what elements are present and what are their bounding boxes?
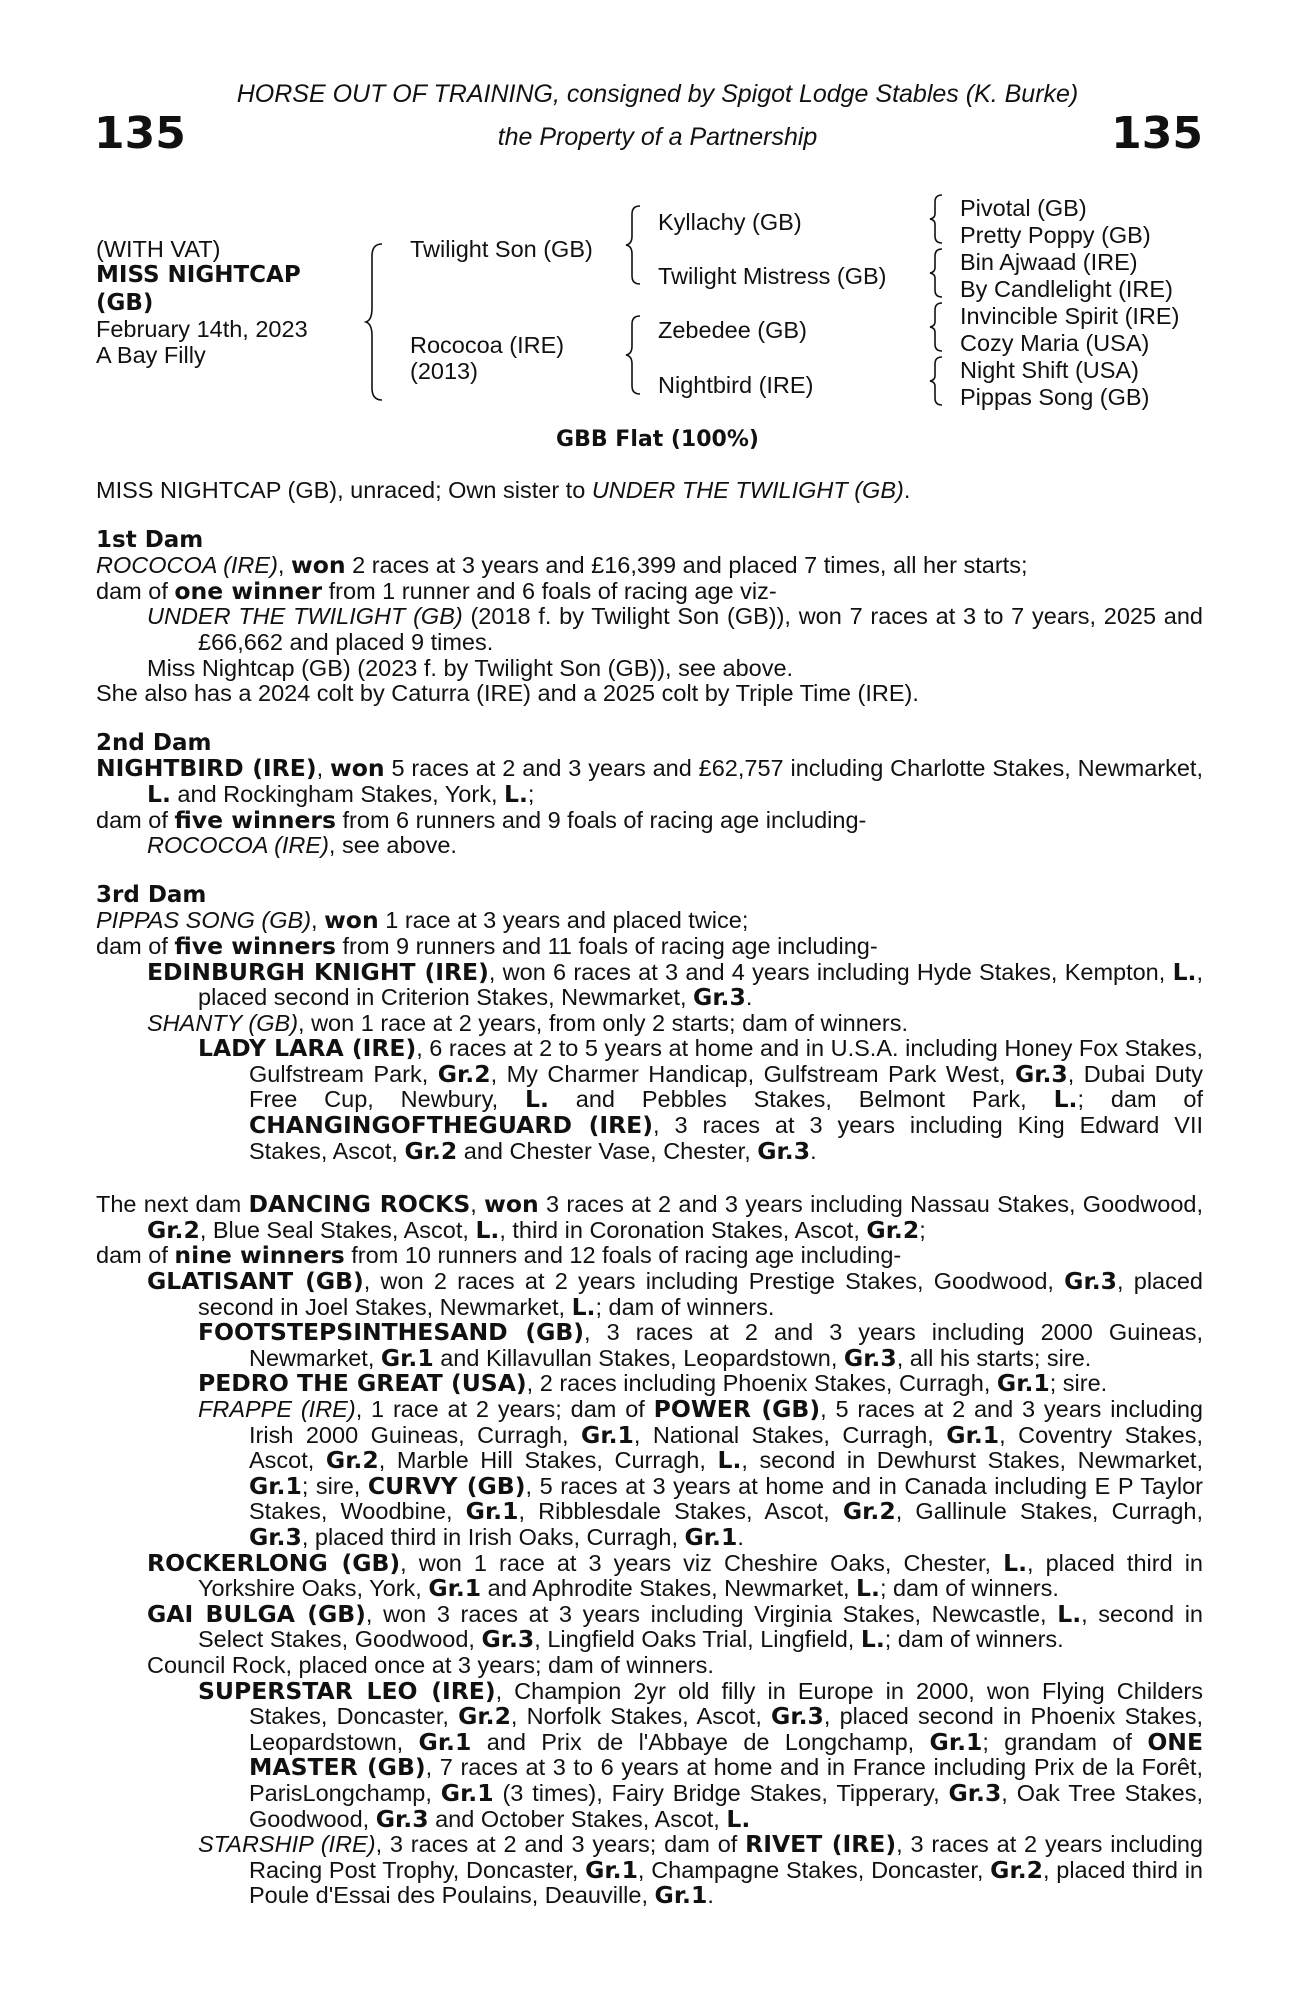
first-dam-produce: dam of one winner from 1 runner and 6 foals of racing age viz- <box>96 576 777 605</box>
pedigree-bracket-dam <box>626 314 646 394</box>
second-dam-produce: dam of five winners from 6 runners and 9 foals of racing age including- <box>96 805 867 834</box>
pedigree-sdd: By Candlelight (IRE) <box>960 276 1173 302</box>
third-dam-grandfoal-lady-lara: LADY LARA (IRE), 6 races at 2 to 5 years at home and in U.S.A. including Honey Fox Stakes, Gulfstream Park, Gr.2, My Charmer Handicap, Gulfstream Park West, Gr.3, Dubai Duty Free Cup, Newbury, L. and Pebbles Stakes, Belmont Park, L.; dam of CHANGINGOFTHEGUARD (IRE), 3 races at 3 years including King Edward VII Stakes, Ascot, Gr.2 and Chester Vase, Chester, Gr.3. <box>198 1034 1204 1165</box>
second-dam-record: NIGHTBIRD (IRE), won 5 races at 2 and 3 years and £62,757 including Charlotte Stakes, Newmarket, L. and Rockingham Stakes, York, L.; <box>96 754 1203 808</box>
pedigree-dam-year: (2013) <box>410 358 478 384</box>
third-dam-produce: dam of five winners from 9 runners and 11 foals of racing age including- <box>96 931 878 960</box>
third-dam-heading: 3rd Dam <box>96 881 207 908</box>
pedigree-dsd: Cozy Maria (USA) <box>960 330 1150 356</box>
next-dam-foal-gai-bulga: GAI BULGA (GB), won 3 races at 3 years including Virginia Stakes, Newcastle, L., second in Select Stakes, Goodwood, Gr.3, Lingfield Oaks Trial, Lingfield, L.; dam of winners. <box>147 1599 1203 1654</box>
third-dam-record: PIPPAS SONG (GB), won 1 race at 3 years and placed twice; <box>96 906 749 935</box>
next-dam-foal-council-rock: Council Rock, placed once at 3 years; dam of winners. <box>147 1651 714 1678</box>
pedigree-ddd: Pippas Song (GB) <box>960 384 1150 410</box>
next-dam-produce: dam of nine winners from 10 runners and 12 foals of racing age including- <box>96 1241 902 1270</box>
horse-dob: February 14th, 2023 <box>96 316 308 342</box>
intro-line: MISS NIGHTCAP (GB), unraced; Own sister to UNDER THE TWILIGHT (GB). <box>96 477 911 503</box>
second-dam-foal: ROCOCOA (IRE), see above. <box>147 832 457 859</box>
horse-name: MISS NIGHTCAP <box>96 262 301 288</box>
pedigree-bracket-ss <box>930 194 946 244</box>
first-dam-record: ROCOCOA (IRE), won 2 races at 3 years and £16,399 and placed 7 times, all her starts; <box>96 551 1028 580</box>
pedigree-dds: Night Shift (USA) <box>960 357 1139 383</box>
pedigree-sire: Twilight Son (GB) <box>410 236 593 262</box>
pedigree-bracket-dd <box>930 356 946 406</box>
next-dam-grandfoal-frappe: FRAPPE (IRE), 1 race at 2 years; dam of POWER (GB), 5 races at 2 and 3 years including Irish 2000 Guineas, Curragh, Gr.1, National Stakes, Curragh, Gr.1, Coventry Stakes, Ascot, Gr.2, Marble Hill Stakes, Curragh, L., second in Dewhurst Stakes, Newmarket, Gr.1; sire, CURVY (GB), 5 races at 3 years at home and in Canada including E P Taylor Stakes, Woodbine, Gr.1, Ribblesdale Stakes, Ascot, Gr.2, Gallinule Stakes, Curragh, Gr.3, placed third in Irish Oaks, Curragh, Gr.1. <box>198 1395 1204 1551</box>
lot-number-left: 135 <box>94 108 186 159</box>
horse-country: (GB) <box>96 290 154 316</box>
pedigree-ssd: Pretty Poppy (GB) <box>960 222 1151 248</box>
third-dam-foal-shanty: SHANTY (GB), won 1 race at 2 years, from only 2 starts; dam of winners. <box>147 1009 908 1036</box>
first-dam-younger: She also has a 2024 colt by Caturra (IRE) and a 2025 colt by Triple Time (IRE). <box>96 680 919 707</box>
next-dam-foal-rockerlong: ROCKERLONG (GB), won 1 race at 3 years viz Cheshire Oaks, Chester, L., placed third in Yorkshire Oaks, York, Gr.1 and Aphrodite Stakes, Newmarket, L.; dam of winners. <box>147 1548 1203 1603</box>
gbb-rating: GBB Flat (100%) <box>556 427 759 452</box>
pedigree-dam-sire: Zebedee (GB) <box>658 317 807 343</box>
pedigree-sire-dam: Twilight Mistress (GB) <box>658 263 887 289</box>
header-property: the Property of a Partnership <box>497 123 818 151</box>
first-dam-foal-2: Miss Nightcap (GB) (2023 f. by Twilight Son (GB)), see above. <box>147 654 794 681</box>
pedigree-bracket-sd <box>930 248 946 298</box>
third-dam-foal-edinburgh-knight: EDINBURGH KNIGHT (IRE), won 6 races at 3 and 4 years including Hyde Stakes, Kempton, L., placed second in Criterion Stakes, Newmarket, Gr.3. <box>147 957 1203 1012</box>
next-dam-grandfoal-pedro-the-great: PEDRO THE GREAT (USA), 2 races including Phoenix Stakes, Curragh, Gr.1; sire. <box>198 1369 1108 1398</box>
first-dam-heading: 1st Dam <box>96 526 204 553</box>
vat-note: (WITH VAT) <box>96 236 221 262</box>
catalogue-body <box>96 478 1203 1909</box>
pedigree-dam: Rococoa (IRE) <box>410 332 565 358</box>
next-dam-grandfoal-footstepsinthesand: FOOTSTEPSINTHESAND (GB), 3 races at 2 and 3 years including 2000 Guineas, Newmarket, Gr.1 and Killavullan Stakes, Leopardstown, Gr.3, all his starts; sire. <box>198 1318 1203 1372</box>
pedigree-bracket-main <box>366 242 386 402</box>
header-consignor: HORSE OUT OF TRAINING, consigned by Spigot Lodge Stables (K. Burke) <box>236 80 1079 108</box>
pedigree-sire-sire: Kyllachy (GB) <box>658 209 802 235</box>
second-dam-heading: 2nd Dam <box>96 729 212 756</box>
lot-number-right: 135 <box>1111 108 1203 159</box>
pedigree-dam-dam: Nightbird (IRE) <box>658 372 814 398</box>
pedigree-dss: Invincible Spirit (IRE) <box>960 303 1180 329</box>
next-dam-grandfoal-superstar-leo: SUPERSTAR LEO (IRE), Champion 2yr old filly in Europe in 2000, won Flying Childers Stakes, Doncaster, Gr.2, Norfolk Stakes, Ascot, Gr.3, placed second in Phoenix Stakes, Leopardstown, Gr.1 and Prix de l'Abbaye de Longchamp, Gr.1; grandam of ONE MASTER (GB), 7 races at 3 to 6 years at home and in France including Prix de la Forêt, ParisLongchamp, Gr.1 (3 times), Fairy Bridge Stakes, Tipperary, Gr.3, Oak Tree Stakes, Goodwood, Gr.3 and October Stakes, Ascot, L. <box>198 1676 1204 1833</box>
horse-description: A Bay Filly <box>96 342 206 368</box>
pedigree-bracket-sire <box>626 204 646 284</box>
pedigree-sds: Bin Ajwaad (IRE) <box>960 249 1138 275</box>
pedigree-bracket-ds <box>930 302 946 352</box>
pedigree-sss: Pivotal (GB) <box>960 195 1087 221</box>
next-dam-record: The next dam DANCING ROCKS, won 3 races at 2 and 3 years including Nassau Stakes, Goodwood, Gr.2, Blue Seal Stakes, Ascot, L., third in Coronation Stakes, Ascot, Gr.2; <box>96 1190 1203 1244</box>
next-dam-grandfoal-starship: STARSHIP (IRE), 3 races at 2 and 3 years; dam of RIVET (IRE), 3 races at 2 years including Racing Post Trophy, Doncaster, Gr.1, Champagne Stakes, Doncaster, Gr.2, placed third in Poule d'Essai des Poulains, Deauville, Gr.1. <box>198 1830 1203 1910</box>
first-dam-foal-1: UNDER THE TWILIGHT (GB) (2018 f. by Twilight Son (GB)), won 7 races at 3 to 7 years, 2025 and £66,662 and placed 9 times. <box>147 603 1203 655</box>
next-dam-foal-glatisant: GLATISANT (GB), won 2 races at 2 years including Prestige Stakes, Goodwood, Gr.3, placed second in Joel Stakes, Newmarket, L.; dam of winners. <box>147 1267 1203 1321</box>
